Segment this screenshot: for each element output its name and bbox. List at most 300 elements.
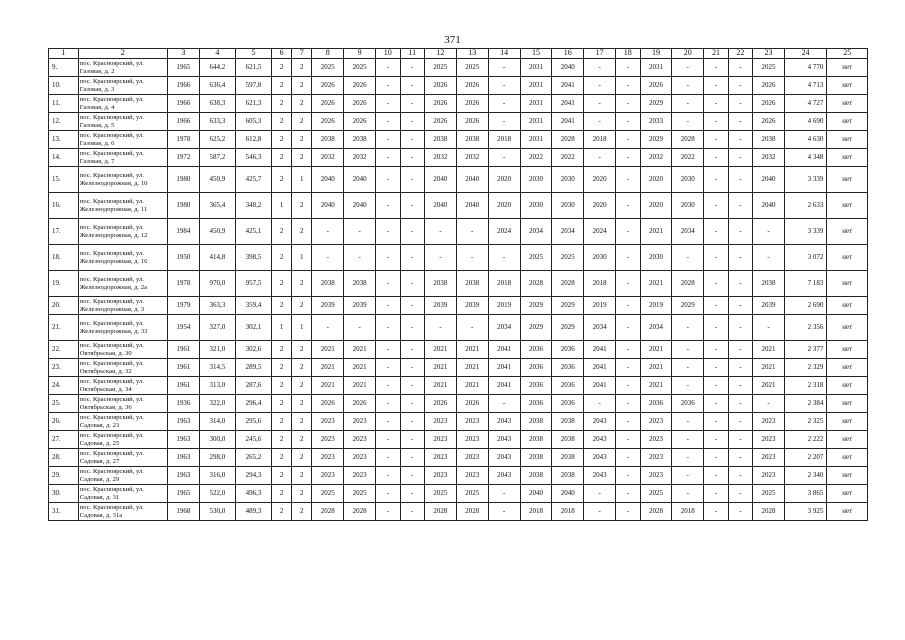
column-header: 25	[827, 49, 868, 59]
table-cell: 2023	[456, 467, 488, 485]
table-cell: 289,5	[235, 359, 271, 377]
table-cell: 25.	[49, 395, 79, 413]
table-cell: -	[400, 77, 424, 95]
table-cell: -	[400, 449, 424, 467]
table-cell: 2 633	[784, 193, 826, 219]
table-cell: 2 222	[784, 431, 826, 449]
table-cell: -	[616, 341, 640, 359]
table-cell: 2026	[344, 113, 376, 131]
table-cell: -	[400, 341, 424, 359]
table-cell: 957,5	[235, 271, 271, 297]
table-cell: -	[616, 245, 640, 271]
table-cell: -	[704, 131, 728, 149]
table-cell: 2	[272, 167, 292, 193]
table-cell: 2	[292, 77, 312, 95]
table-cell: -	[728, 413, 752, 431]
table-cell: -	[400, 245, 424, 271]
table-cell: 633,3	[199, 113, 235, 131]
table-cell: 3 865	[784, 485, 826, 503]
table-cell: -	[584, 95, 616, 113]
table-cell: 2024	[488, 219, 520, 245]
table-cell: 2021	[424, 341, 456, 359]
table-cell: -	[672, 113, 704, 131]
table-cell: 2021	[640, 219, 672, 245]
column-header: 8	[312, 49, 344, 59]
table-cell: -	[616, 219, 640, 245]
table-cell: 2021	[456, 341, 488, 359]
table-cell: 2026	[424, 113, 456, 131]
table-cell: 2038	[344, 271, 376, 297]
table-cell: 2040	[753, 167, 785, 193]
table-cell: -	[400, 413, 424, 431]
table-cell: 2032	[312, 149, 344, 167]
table-cell: 3 339	[784, 167, 826, 193]
table-cell: 2030	[520, 167, 552, 193]
table-cell: -	[616, 271, 640, 297]
table-cell: 2043	[488, 449, 520, 467]
table-cell: -	[672, 413, 704, 431]
table-cell: -	[400, 359, 424, 377]
table-row	[49, 271, 868, 297]
page-number: 371	[444, 34, 461, 46]
table-cell: 2020	[488, 193, 520, 219]
table-cell: 1978	[167, 131, 199, 149]
table-cell: 348,2	[235, 193, 271, 219]
table-cell: 2	[272, 149, 292, 167]
table-cell: -	[704, 395, 728, 413]
table-cell: 2028	[424, 503, 456, 521]
table-cell: 621,3	[235, 95, 271, 113]
table-cell: 2031	[520, 59, 552, 77]
table-cell: -	[704, 149, 728, 167]
table-cell: 2036	[520, 359, 552, 377]
table-cell: -	[704, 485, 728, 503]
table-cell: нет	[827, 131, 868, 149]
table-cell: 2036	[520, 395, 552, 413]
table-cell: 597,8	[235, 77, 271, 95]
table-cell: -	[672, 77, 704, 95]
table-cell: -	[728, 271, 752, 297]
table-cell: -	[672, 315, 704, 341]
address-cell: пос. Красноярский, ул. Садовая, д. 29	[78, 467, 167, 485]
table-cell: 2036	[552, 395, 584, 413]
table-cell: 2	[292, 219, 312, 245]
table-cell: 27.	[49, 431, 79, 449]
table-cell: 2040	[344, 167, 376, 193]
table-cell: 450,9	[199, 219, 235, 245]
table-cell: -	[616, 167, 640, 193]
table-cell: 2026	[456, 95, 488, 113]
table-cell: 546,3	[235, 149, 271, 167]
table-cell: 2038	[456, 131, 488, 149]
table-cell: 1	[292, 245, 312, 271]
table-cell: -	[584, 485, 616, 503]
table-cell: -	[456, 315, 488, 341]
table-cell: 2039	[344, 297, 376, 315]
table-cell: 1968	[167, 503, 199, 521]
column-header: 3	[167, 49, 199, 59]
table-cell: 496,3	[235, 485, 271, 503]
table-cell: 2 329	[784, 359, 826, 377]
table-cell: -	[616, 315, 640, 341]
table-cell: 2040	[424, 167, 456, 193]
table-row	[49, 341, 868, 359]
table-cell: 2	[292, 131, 312, 149]
column-header: 6	[272, 49, 292, 59]
table-cell: 322,0	[199, 395, 235, 413]
table-cell: -	[400, 219, 424, 245]
table-cell: 2	[292, 341, 312, 359]
table-cell: 2	[292, 485, 312, 503]
table-cell: 2032	[753, 149, 785, 167]
table-cell: 2036	[672, 395, 704, 413]
table-cell: -	[400, 193, 424, 219]
table-cell: 294,3	[235, 467, 271, 485]
table-cell: 2023	[344, 413, 376, 431]
table-cell: -	[672, 467, 704, 485]
table-cell: 2026	[456, 395, 488, 413]
table-cell: 2	[272, 219, 292, 245]
table-cell: -	[672, 359, 704, 377]
table-cell: 970,0	[199, 271, 235, 297]
table-cell: -	[344, 219, 376, 245]
table-cell: 636,4	[199, 77, 235, 95]
table-cell: -	[344, 245, 376, 271]
table-cell: 2039	[753, 297, 785, 315]
table-cell: 2036	[552, 377, 584, 395]
table-cell: 2023	[312, 449, 344, 467]
table-cell: 2020	[488, 167, 520, 193]
table-cell: -	[616, 467, 640, 485]
table-row	[49, 377, 868, 395]
table-cell: 2026	[312, 113, 344, 131]
table-cell: -	[312, 315, 344, 341]
table-cell: 2043	[584, 449, 616, 467]
table-cell: 2023	[424, 467, 456, 485]
table-cell: 4 630	[784, 131, 826, 149]
table-cell: 2028	[552, 271, 584, 297]
table-cell: 30.	[49, 485, 79, 503]
table-cell: 2041	[552, 77, 584, 95]
column-header: 23	[753, 49, 785, 59]
table-cell: 2023	[344, 431, 376, 449]
table-cell: 2040	[312, 167, 344, 193]
table-cell: 2023	[344, 449, 376, 467]
table-cell: 2	[292, 59, 312, 77]
table-cell: 16.	[49, 193, 79, 219]
table-cell: 17.	[49, 219, 79, 245]
table-cell: -	[616, 95, 640, 113]
table-cell: 2	[292, 297, 312, 315]
table-cell: 316,0	[199, 467, 235, 485]
table-cell: 2023	[312, 413, 344, 431]
table-cell: 302,1	[235, 315, 271, 341]
table-cell: 2030	[552, 193, 584, 219]
table-cell: -	[376, 413, 400, 431]
table-cell: нет	[827, 59, 868, 77]
table-cell: -	[753, 245, 785, 271]
table-cell: 2041	[584, 341, 616, 359]
table-cell: 530,0	[199, 503, 235, 521]
table-cell: 2023	[640, 449, 672, 467]
table-cell: -	[728, 95, 752, 113]
table-cell: -	[584, 113, 616, 131]
table-cell: 2038	[520, 467, 552, 485]
table-row	[49, 449, 868, 467]
table-cell: 2018	[520, 503, 552, 521]
table-cell: -	[616, 149, 640, 167]
table-cell: 2	[272, 271, 292, 297]
table-cell: 2034	[640, 315, 672, 341]
table-cell: -	[704, 297, 728, 315]
table-row	[49, 77, 868, 95]
table-cell: 450,9	[199, 167, 235, 193]
table-cell: 2	[272, 131, 292, 149]
table-cell: 2040	[552, 485, 584, 503]
table-cell: 2026	[456, 113, 488, 131]
table-cell: 2	[272, 359, 292, 377]
table-cell: 2021	[456, 377, 488, 395]
table-cell: 28.	[49, 449, 79, 467]
table-cell: 2026	[424, 95, 456, 113]
table-cell: 2040	[520, 485, 552, 503]
table-body	[49, 59, 868, 521]
table-cell: нет	[827, 431, 868, 449]
table-cell: 2020	[640, 193, 672, 219]
table-cell: 1950	[167, 245, 199, 271]
table-cell: 314,0	[199, 413, 235, 431]
table-cell: нет	[827, 271, 868, 297]
column-header: 4	[199, 49, 235, 59]
table-cell: 2	[292, 413, 312, 431]
table-cell: 2	[292, 467, 312, 485]
table-cell: -	[344, 315, 376, 341]
table-cell: 2023	[312, 467, 344, 485]
table-cell: -	[704, 245, 728, 271]
table-cell: 2019	[640, 297, 672, 315]
table-cell: 2	[272, 59, 292, 77]
table-cell: 2023	[640, 467, 672, 485]
table-cell: 313,0	[199, 377, 235, 395]
table-cell: -	[400, 95, 424, 113]
column-header: 5	[235, 49, 271, 59]
table-cell: -	[488, 245, 520, 271]
address-cell: пос. Красноярский, ул. Газовая, д. 5	[78, 113, 167, 131]
table-cell: 2040	[753, 193, 785, 219]
table-cell: -	[616, 359, 640, 377]
table-cell: 2026	[424, 77, 456, 95]
table-cell: -	[704, 359, 728, 377]
table-cell: -	[376, 503, 400, 521]
table-cell: 1978	[167, 271, 199, 297]
table-cell: 2021	[312, 341, 344, 359]
table-cell: 2031	[520, 113, 552, 131]
table-cell: 295,6	[235, 413, 271, 431]
table-cell: -	[456, 219, 488, 245]
table-cell: -	[753, 395, 785, 413]
table-cell: 2030	[672, 193, 704, 219]
table-cell: 1	[272, 315, 292, 341]
table-cell: 2038	[552, 431, 584, 449]
table-cell: 2038	[753, 271, 785, 297]
table-cell: нет	[827, 449, 868, 467]
address-cell: пос. Красноярский, ул. Железнодорожная, д. 10	[78, 167, 167, 193]
table-cell: 2023	[456, 413, 488, 431]
table-cell: -	[728, 341, 752, 359]
table-row	[49, 315, 868, 341]
table-cell: 2026	[344, 95, 376, 113]
table-cell: 2031	[520, 77, 552, 95]
table-cell: 1979	[167, 297, 199, 315]
table-cell: 2023	[344, 467, 376, 485]
table-cell: 2025	[424, 59, 456, 77]
table-cell: 2038	[520, 413, 552, 431]
table-cell: 2019	[584, 297, 616, 315]
table-cell: 1	[292, 315, 312, 341]
table-cell: 2021	[312, 377, 344, 395]
table-cell: 2	[272, 297, 292, 315]
table-cell: 2028	[344, 503, 376, 521]
table-cell: 2	[272, 431, 292, 449]
table-cell: 605,3	[235, 113, 271, 131]
table-cell: 2023	[312, 431, 344, 449]
table-cell: -	[704, 377, 728, 395]
table-cell: 2	[272, 95, 292, 113]
table-cell: нет	[827, 193, 868, 219]
table-cell: 2028	[312, 503, 344, 521]
table-cell: 31.	[49, 503, 79, 521]
table-cell: 2020	[584, 193, 616, 219]
table-cell: 2043	[488, 431, 520, 449]
table-cell: -	[376, 377, 400, 395]
table-cell: -	[616, 59, 640, 77]
table-cell: 2022	[672, 149, 704, 167]
table-cell: 365,4	[199, 193, 235, 219]
table-cell: 2026	[640, 77, 672, 95]
address-cell: пос. Красноярский, ул. Газовая, д. 2	[78, 59, 167, 77]
table-cell: 621,5	[235, 59, 271, 77]
table-cell: -	[728, 359, 752, 377]
table-cell: 2034	[488, 315, 520, 341]
table-cell: нет	[827, 113, 868, 131]
table-cell: 1965	[167, 485, 199, 503]
table-cell: 2	[272, 485, 292, 503]
table-cell: 2039	[424, 297, 456, 315]
table-cell: 13.	[49, 131, 79, 149]
table-cell: 1984	[167, 219, 199, 245]
table-cell: -	[376, 431, 400, 449]
address-cell: пос. Красноярский, ул. Садовая, д. 31	[78, 485, 167, 503]
table-cell: -	[704, 413, 728, 431]
table-cell: 18.	[49, 245, 79, 271]
column-header: 14	[488, 49, 520, 59]
table-cell: нет	[827, 485, 868, 503]
table-cell: 14.	[49, 149, 79, 167]
table-cell: 4 770	[784, 59, 826, 77]
table-cell: 2	[272, 113, 292, 131]
table-cell: 2032	[424, 149, 456, 167]
table-cell: -	[488, 113, 520, 131]
table-cell: -	[728, 113, 752, 131]
address-cell: пос. Красноярский, ул. Железнодорожная, д. 33	[78, 315, 167, 341]
table-row	[49, 59, 868, 77]
table-cell: -	[728, 297, 752, 315]
table-cell: -	[728, 431, 752, 449]
table-cell: -	[704, 113, 728, 131]
table-cell: 2024	[584, 219, 616, 245]
table-cell: 2030	[552, 167, 584, 193]
column-header: 1	[49, 49, 79, 59]
table-cell: 2040	[552, 59, 584, 77]
table-cell: 2	[272, 77, 292, 95]
table-cell: 1965	[167, 59, 199, 77]
address-cell: пос. Красноярский, ул. Газовая, д. 6	[78, 131, 167, 149]
table-cell: 2028	[753, 503, 785, 521]
table-cell: 1963	[167, 467, 199, 485]
table-cell: -	[616, 77, 640, 95]
table-cell: -	[376, 113, 400, 131]
table-cell: 2019	[488, 297, 520, 315]
table-cell: 638,3	[199, 95, 235, 113]
table-cell: 2018	[552, 503, 584, 521]
table-row	[49, 431, 868, 449]
table-cell: -	[616, 377, 640, 395]
table-cell: 2026	[344, 395, 376, 413]
table-cell: 2036	[552, 359, 584, 377]
address-cell: пос. Красноярский, ул. Садовая, д. 25	[78, 431, 167, 449]
table-cell: -	[424, 245, 456, 271]
table-cell: 9.	[49, 59, 79, 77]
address-cell: пос. Красноярский, ул. Железнодорожная, д. 16	[78, 245, 167, 271]
table-cell: нет	[827, 395, 868, 413]
table-cell: 2018	[488, 271, 520, 297]
table-cell: 2036	[520, 377, 552, 395]
table-cell: 2041	[488, 377, 520, 395]
address-cell: пос. Красноярский, ул. Газовая, д. 4	[78, 95, 167, 113]
table-cell: нет	[827, 359, 868, 377]
table-cell: 398,5	[235, 245, 271, 271]
table-cell: -	[584, 149, 616, 167]
table-cell: 2043	[584, 467, 616, 485]
table-row	[49, 245, 868, 271]
table-cell: -	[704, 77, 728, 95]
table-cell: -	[704, 193, 728, 219]
table-cell: 21.	[49, 315, 79, 341]
table-cell: -	[488, 77, 520, 95]
table-cell: 2039	[456, 297, 488, 315]
table-cell: нет	[827, 377, 868, 395]
table-cell: 2029	[672, 297, 704, 315]
table-cell: 265,2	[235, 449, 271, 467]
table-row	[49, 503, 868, 521]
table-cell: -	[616, 503, 640, 521]
table-cell: 2 356	[784, 315, 826, 341]
table-cell: -	[488, 149, 520, 167]
table-cell: 314,5	[199, 359, 235, 377]
table-cell: 2041	[488, 341, 520, 359]
table-cell: 2038	[424, 131, 456, 149]
table-cell: 2041	[488, 359, 520, 377]
table-cell: 2021	[344, 377, 376, 395]
table-cell: 2	[272, 467, 292, 485]
housing-register-table	[48, 48, 868, 521]
table-cell: 2038	[520, 431, 552, 449]
table-cell: -	[704, 315, 728, 341]
table-cell: 1966	[167, 113, 199, 131]
table-cell: 2028	[520, 271, 552, 297]
table-cell: 2031	[520, 95, 552, 113]
address-cell: пос. Красноярский, ул. Железнодорожная, д. 12	[78, 219, 167, 245]
